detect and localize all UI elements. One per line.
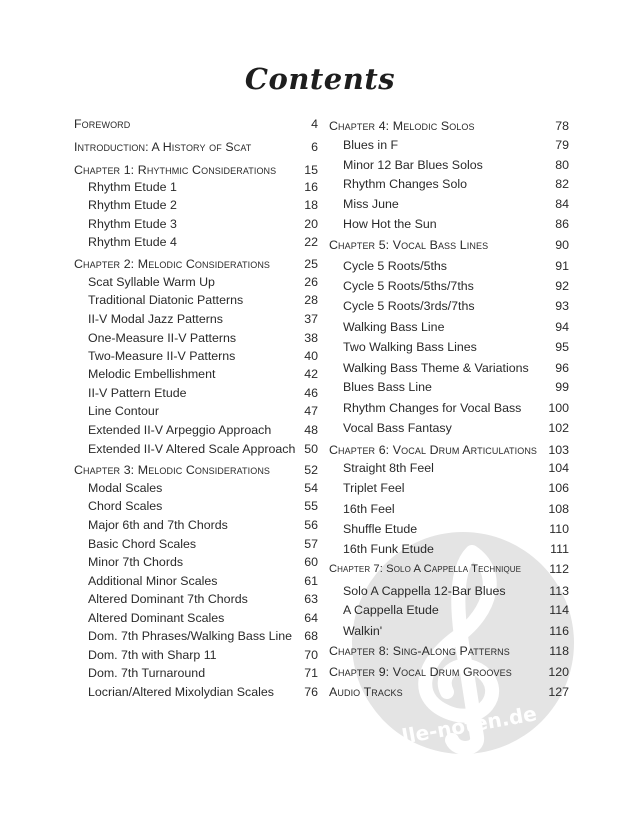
entry-page-number: 95 (555, 340, 569, 354)
entry-title: Chapter 8: Sing-Along Patterns (329, 644, 510, 658)
entry-title: Cycle 5 Roots/3rds/7ths (343, 299, 475, 313)
entry-title: Two-Measure II-V Patterns (88, 349, 236, 363)
entry-title: 16th Funk Etude (343, 542, 434, 556)
entry-page-number: 48 (304, 423, 318, 437)
toc-section-entry (74, 196, 318, 214)
entry-title: One-Measure II-V Patterns (88, 331, 237, 345)
entry-title: Foreword (74, 117, 131, 131)
entry-page-number: 114 (549, 603, 569, 617)
entry-title: Miss June (343, 197, 399, 211)
entry-page-number: 112 (549, 562, 569, 576)
toc-section-entry (74, 479, 318, 497)
toc-section-entry (329, 540, 569, 558)
entry-title: Scat Syllable Warm Up (88, 275, 215, 289)
entry-page-number: 37 (304, 312, 318, 326)
entry-title: Traditional Diatonic Patterns (88, 293, 244, 307)
toc-chapter-entry (329, 117, 569, 135)
toc-section-entry (329, 500, 569, 518)
toc-section-entry (74, 609, 318, 627)
entry-title: Shuffle Etude (343, 522, 418, 536)
entry-title: Straight 8th Feel (343, 461, 434, 475)
entry-title: Rhythm Etude 4 (88, 235, 177, 249)
entry-page-number: 22 (304, 235, 318, 249)
entry-page-number: 91 (555, 259, 569, 273)
toc-section-entry (329, 277, 569, 295)
entry-title: Modal Scales (88, 481, 163, 495)
entry-title: Melodic Embellishment (88, 367, 216, 381)
entry-title: Chapter 7: Solo A Cappella Technique (329, 563, 522, 575)
toc-section-entry (329, 622, 569, 640)
toc-section-entry (329, 419, 569, 437)
entry-title: Chord Scales (88, 499, 163, 513)
entry-title: II-V Pattern Etude (88, 386, 187, 400)
toc-section-entry (74, 421, 318, 439)
page-title: Contents (244, 62, 396, 96)
toc-chapter-entry (74, 115, 318, 133)
toc-chapter-entry (329, 441, 569, 459)
entry-page-number: 18 (304, 198, 318, 212)
entry-page-number: 16 (304, 180, 318, 194)
toc-section-entry (74, 664, 318, 682)
entry-page-number: 106 (548, 481, 569, 495)
entry-page-number: 82 (555, 177, 569, 191)
entry-page-number: 93 (555, 299, 569, 313)
entry-title: Chapter 6: Vocal Drum Articulations (329, 443, 538, 457)
entry-title: Blues Bass Line (343, 380, 432, 394)
entry-page-number: 26 (304, 275, 318, 289)
entry-page-number: 86 (555, 217, 569, 231)
entry-title: Walkin' (343, 624, 383, 638)
entry-title: Line Contour (88, 404, 159, 418)
entry-page-number: 113 (549, 584, 569, 598)
entry-page-number: 64 (304, 611, 318, 625)
toc-chapter-entry (329, 560, 569, 578)
entry-page-number: 127 (548, 685, 569, 699)
toc-chapter-entry (329, 236, 569, 254)
entry-title: Rhythm Etude 3 (88, 217, 177, 231)
entry-title: 16th Feel (343, 502, 395, 516)
toc-section-entry (329, 297, 569, 315)
entry-page-number: 50 (304, 442, 318, 456)
entry-title: Chapter 4: Melodic Solos (329, 119, 475, 133)
entry-page-number: 38 (304, 331, 318, 345)
toc-section-entry (329, 215, 569, 233)
entry-title: Extended II-V Arpeggio Approach (88, 423, 272, 437)
toc-chapter-entry (74, 461, 318, 479)
entry-page-number: 92 (555, 279, 569, 293)
toc-section-entry (74, 535, 318, 553)
entry-title: Triplet Feel (343, 481, 405, 495)
toc-section-entry (74, 572, 318, 590)
entry-page-number: 20 (304, 217, 318, 231)
entry-title: II-V Modal Jazz Patterns (88, 312, 223, 326)
entry-page-number: 108 (548, 502, 569, 516)
toc-chapter-entry (329, 663, 569, 681)
entry-title: Chapter 2: Melodic Considerations (74, 257, 271, 271)
toc-section-entry (74, 310, 318, 328)
entry-title: Cycle 5 Roots/5ths (343, 259, 447, 273)
toc-section-entry (74, 273, 318, 291)
toc-section-entry (74, 178, 318, 196)
toc-section-entry (74, 590, 318, 608)
entry-title: Solo A Cappella 12-Bar Blues (343, 584, 506, 598)
entry-page-number: 70 (304, 648, 318, 662)
entry-title: Chapter 9: Vocal Drum Grooves (329, 665, 512, 679)
entry-title: Minor 12 Bar Blues Solos (343, 158, 483, 172)
entry-title: Audio Tracks (329, 685, 403, 699)
entry-page-number: 110 (549, 522, 569, 536)
toc-section-entry (329, 399, 569, 417)
entry-title: Blues in F (343, 138, 399, 152)
entry-title: Dom. 7th with Sharp 11 (88, 648, 217, 662)
entry-page-number: 28 (304, 293, 318, 307)
entry-title: Cycle 5 Roots/5ths/7ths (343, 279, 474, 293)
entry-title: Altered Dominant Scales (88, 611, 225, 625)
entry-page-number: 120 (548, 665, 569, 679)
toc-section-entry (329, 156, 569, 174)
toc-chapter-entry (74, 255, 318, 273)
entry-page-number: 68 (304, 629, 318, 643)
entry-page-number: 46 (304, 386, 318, 400)
entry-page-number: 25 (304, 257, 318, 271)
entry-title: Rhythm Etude 1 (88, 180, 177, 194)
entry-page-number: 60 (304, 555, 318, 569)
entry-page-number: 56 (304, 518, 318, 532)
entry-title: Chapter 3: Melodic Considerations (74, 463, 271, 477)
toc-section-entry (74, 553, 318, 571)
entry-page-number: 96 (555, 361, 569, 375)
toc-chapter-entry (329, 642, 569, 660)
entry-title: Minor 7th Chords (88, 555, 184, 569)
toc-section-entry (74, 215, 318, 233)
toc-section-entry (329, 257, 569, 275)
toc-section-entry (329, 359, 569, 377)
entry-title: Rhythm Changes Solo (343, 177, 467, 191)
entry-title: Vocal Bass Fantasy (343, 421, 452, 435)
toc-chapter-entry (74, 161, 318, 179)
toc-section-entry (74, 683, 318, 701)
entry-page-number: 42 (304, 367, 318, 381)
toc-section-entry (74, 402, 318, 420)
entry-page-number: 102 (548, 421, 569, 435)
entry-page-number: 104 (548, 461, 569, 475)
entry-page-number: 15 (304, 163, 318, 177)
toc-chapter-entry (74, 138, 318, 156)
toc-section-entry (74, 233, 318, 251)
entry-page-number: 94 (555, 320, 569, 334)
toc-section-entry (329, 136, 569, 154)
toc-section-entry (329, 378, 569, 396)
entry-page-number: 52 (304, 463, 318, 477)
toc-section-entry (329, 338, 569, 356)
entry-title: Extended II-V Altered Scale Approach (88, 442, 296, 456)
entry-page-number: 79 (555, 138, 569, 152)
toc-section-entry (329, 479, 569, 497)
entry-title: Locrian/Altered Mixolydian Scales (88, 685, 274, 699)
entry-title: Walking Bass Line (343, 320, 445, 334)
toc-section-entry (329, 459, 569, 477)
toc-section-entry (329, 195, 569, 213)
toc-section-entry (329, 318, 569, 336)
entry-title: A Cappella Etude (343, 603, 439, 617)
entry-page-number: 6 (311, 140, 318, 154)
toc-section-entry (74, 516, 318, 534)
entry-title: Chapter 1: Rhythmic Considerations (74, 163, 277, 177)
entry-title: Two Walking Bass Lines (343, 340, 477, 354)
toc-section-entry (329, 520, 569, 538)
entry-title: Dom. 7th Turnaround (88, 666, 206, 680)
toc-section-entry (74, 347, 318, 365)
entry-page-number: 57 (304, 537, 318, 551)
entry-page-number: 111 (550, 542, 569, 556)
entry-page-number: 80 (555, 158, 569, 172)
entry-page-number: 103 (548, 443, 569, 457)
entry-title: Rhythm Changes for Vocal Bass (343, 401, 522, 415)
entry-title: Introduction: A History of Scat (74, 140, 252, 154)
entry-page-number: 76 (304, 685, 318, 699)
entry-title: Basic Chord Scales (88, 537, 197, 551)
entry-title: How Hot the Sun (343, 217, 437, 231)
entry-page-number: 90 (555, 238, 569, 252)
entry-page-number: 116 (549, 624, 569, 638)
toc-section-entry (74, 440, 318, 458)
entry-page-number: 54 (304, 481, 318, 495)
toc-section-entry (74, 646, 318, 664)
entry-title: Rhythm Etude 2 (88, 198, 177, 212)
entry-page-number: 99 (555, 380, 569, 394)
entry-page-number: 61 (304, 574, 318, 588)
watermark-text: alle-noten.de (386, 701, 539, 751)
toc-section-entry (329, 582, 569, 600)
entry-page-number: 71 (304, 666, 318, 680)
toc-section-entry (74, 329, 318, 347)
toc-section-entry (329, 601, 569, 619)
entry-page-number: 84 (555, 197, 569, 211)
entry-title: Altered Dominant 7th Chords (88, 592, 248, 606)
entry-title: Major 6th and 7th Chords (88, 518, 228, 532)
toc-section-entry (74, 365, 318, 383)
entry-title: Dom. 7th Phrases/Walking Bass Line (88, 629, 293, 643)
toc-section-entry (74, 384, 318, 402)
toc-section-entry (74, 291, 318, 309)
entry-page-number: 4 (311, 117, 318, 131)
toc-section-entry (329, 175, 569, 193)
entry-page-number: 63 (304, 592, 318, 606)
entry-page-number: 118 (549, 644, 569, 658)
entry-title: Chapter 5: Vocal Bass Lines (329, 238, 489, 252)
entry-page-number: 55 (304, 499, 318, 513)
entry-page-number: 40 (304, 349, 318, 363)
toc-section-entry (74, 627, 318, 645)
entry-page-number: 78 (555, 119, 569, 133)
entry-page-number: 100 (548, 401, 569, 415)
entry-title: Additional Minor Scales (88, 574, 218, 588)
toc-section-entry (74, 497, 318, 515)
entry-title: Walking Bass Theme & Variations (343, 361, 529, 375)
entry-page-number: 47 (304, 404, 318, 418)
toc-chapter-entry (329, 683, 569, 701)
